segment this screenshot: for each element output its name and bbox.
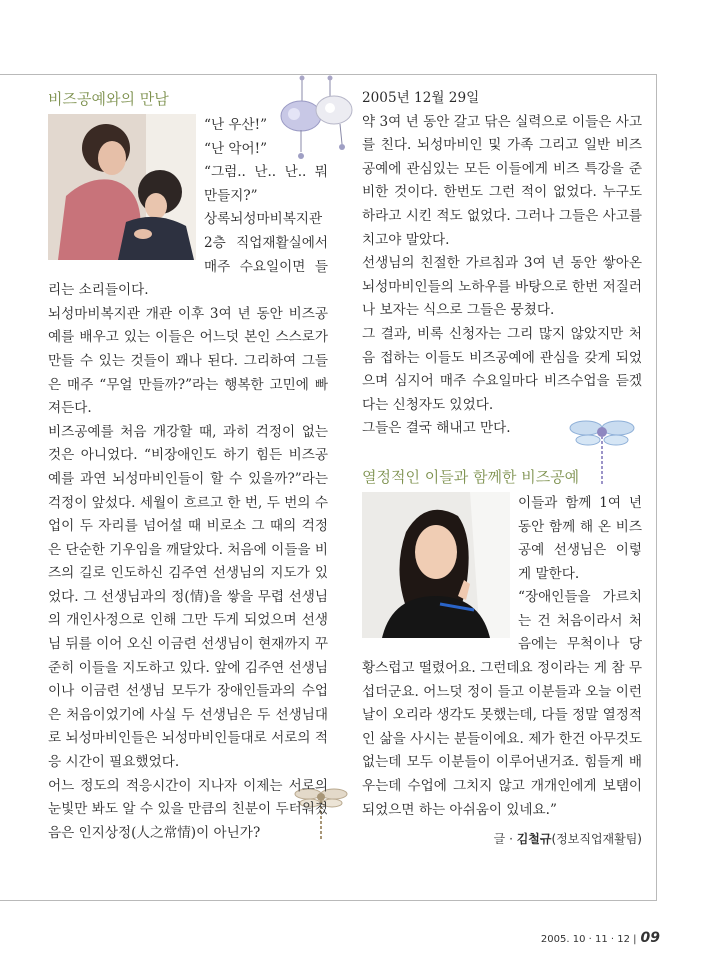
page-footer [520, 930, 660, 946]
quote-umbrella: “난 우산!” [204, 117, 268, 133]
quote-crocodile: “난 악어!” [204, 140, 268, 157]
teacher-quote: “장애인들을 가르치는 건 처음이라서 처음에는 무척이나 당황스럽고 떨렸어요. 그런데요 정이라는 게 참 무섭더군요. 어느덧 정이 들고 이분들과 오늘 이런 날이 오리라 생각도 못했는데, 다들 정말 열정적인 삶을 사시는 분들이에요. 제가 한건 아무것도 없는데 모두 이분들이 이루어낸거죠. 힘들게 배우는데 수업에 그치지 않고 개개인에게 보탬이 되었으면 하는 아쉬움이 있네요.” [362, 589, 642, 818]
photo-women-beading [48, 114, 196, 260]
credit-team: (정보직업재활팀) [551, 832, 642, 847]
credit-prefix: 글 · [493, 832, 517, 847]
body-paragraph: 상록뇌성마비복지관 2층 직업재활실에서 매주 수요일이면 들리는 소리들이다. [48, 211, 328, 299]
quote-what-to-make: “그럼.. 난.. 난.. 뭐 만들지?” [204, 164, 328, 204]
body-paragraph: 그 결과, 비록 신청자는 그리 많지 않았지만 처음 접하는 이들도 비즈공예에 관심을 갖게 되었으며 심지어 매주 수요일마다 비즈수업을 듣겠다는 신청자도 있었다. [362, 325, 642, 413]
photo-teacher [362, 492, 510, 638]
section-heading-passionate: 열정적인 이들과 함께한 비즈공예 [362, 467, 580, 486]
body-paragraph: 어느 정도의 적응시간이 지나자 이제는 서로의 눈빛만 봐도 알 수 있을 만큼의 친분이 두터워졌음은 인지상정(人之常情)이 아닌가? [48, 777, 328, 841]
right-column [362, 87, 642, 852]
event-date: 2005년 12월 29일 [362, 90, 480, 106]
body-paragraph: 선생님의 친절한 가르침과 3여 년 동안 쌓아온 뇌성마비인들의 노하우를 바탕으로 한번 저질러나 보자는 식으로 그들은 뭉쳤다. [362, 255, 642, 319]
body-paragraph: 비즈공예를 처음 개강할 때, 과히 걱정이 없는 것은 아니었다. “비장애인도 하기 힘든 비즈공예를 과연 뇌성마비인들이 할 수 있을까?”라는 걱정이 앞섰다. 세월이 흐르고 한 번, 두 번의 수업이 두 자리를 넘어설 때 비로소 그 때의 걱정은 단순한 기우임을 깨달았다. 처음에 이들을 비즈의 길로 인도하신 김주연 선생님의 지도가 있었다. 그 선생님과의 정(情)을 쌓을 무렵 선생님의 개인사정으로 인해 그만 두게 되었으며 선생님 뒤를 이어 오신 이금련 선생님이 현재까지 꾸준히 이들을 지도하고 있다. 앞에 김주연 선생님이나 이금련 선생님 모두가 장애인들과의 수업은 처음이었기에 사실 두 선생님은 두 선생님대로 뇌성마비인들은 뇌성마비인들대로 서로의 적응 시간이 필요했었다. [48, 423, 328, 771]
left-column [48, 87, 328, 845]
body-paragraph: 약 3여 년 동안 갈고 닦은 실력으로 이들은 사고를 친다. 뇌성마비인 및 가족 그리고 일반 비즈공예에 관심있는 모든 이들에게 비즈 특강을 준비한 것이다. 한번도 그런 적이 없었다. 누구도 하라고 시킨 적도 없었다. 그러나 그들은 사고를 치고야 말았다. [362, 113, 642, 248]
credit-name: 김철규 [516, 832, 552, 847]
body-paragraph: 그들은 결국 해내고 만다. [362, 420, 511, 437]
body-paragraph: 이들과 함께 1여 년 동안 함께 해 온 비즈공예 선생님은 이렇게 말한다. [518, 494, 642, 582]
section-heading-beads-meeting: 비즈공예와의 만남 [48, 90, 169, 108]
body-paragraph: 뇌성마비복지관 개관 이후 3여 년 동안 비즈공예를 배우고 있는 이들은 어느덧 본인 스스로가 만들 수 있는 것들이 꽤나 된다. 그리하여 그들은 매주 “무얼 만들까?”라는 행복한 고민에 빠져든다. [48, 305, 328, 417]
page-number: 09 [640, 930, 660, 946]
issue-date: 2005. 10 · 11 · 12 | [540, 934, 637, 945]
author-credit [362, 828, 642, 852]
